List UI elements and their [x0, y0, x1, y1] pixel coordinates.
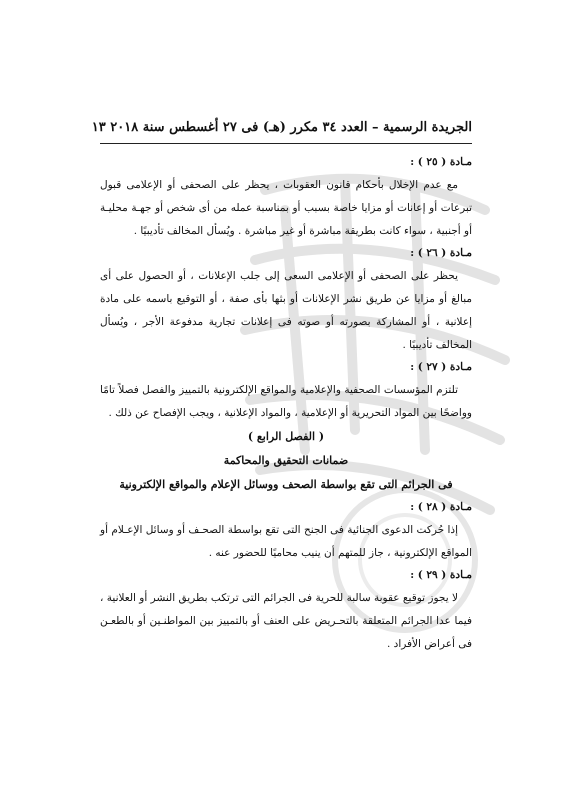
article-26-title: مـادة ( ٢٦ ) :	[410, 247, 472, 259]
chapter-subtitle: فى الجرائم التى تقع بواسطة الصحف ووسائل الإعلام والمواقع الإلكترونية	[119, 478, 453, 491]
article-28-title: مـادة ( ٢٨ ) :	[410, 501, 472, 513]
article-29-title: مـادة ( ٢٩ ) :	[410, 569, 472, 581]
chapter-title: ضمانات التحقيق والمحاكمة	[223, 454, 349, 467]
article-27-title: مـادة ( ٢٧ ) :	[410, 361, 472, 373]
article-27-text: تلتزم المؤسسات الصحفية والإعلامية والمواقع الإلكترونية بالتمييز والفصل فصلاً تامًا وواضحًا بين المواد التحريرية أو الإعلامية ، والمواد الإعلانية ، ويجب الإفصاح عن ذلك .	[100, 384, 472, 419]
article-28-text: إذا حُركت الدعوى الجنائية فى الجنح التى تقع بواسطة الصحـف أو وسائل الإعـلام أو المواقع الإلكترونية ، جاز للمتهم أن ينيب محاميًا للحضور عنه .	[100, 524, 472, 559]
chapter-heading: ( الفصل الرابع )	[247, 430, 325, 443]
article-25-text: مع عدم الإخلال بأحكام قانون العقوبات ، يحظر على الصحفى أو الإعلامى قبول تبرعات أو إعانات أو مزايا خاصة بسبب أو بمناسبة عمله من أى شخص أو جهـة محليـة أو أجنبية ، سواء كانت بطريقة مباشرة أو غير مباشرة . ويُسأل المخالف تأديبيًا .	[100, 179, 472, 237]
article-25-title: مـادة ( ٢٥ ) :	[410, 156, 472, 168]
article-26-text: يحظر على الصحفى أو الإعلامى السعى إلى جلب الإعلانات ، أو الحصول على أى مبالغ أو مزايا عن طريق نشر الإعلانات أو بثها بأى صفة ، أو التوقيع باسمه على مادة إعلانية ، أو المشاركة بصورته أو صوته فى إعلانات تجارية مدفوعة الأجر ، ويُسأل المخالف تأديبيًا .	[100, 270, 472, 351]
gazette-page	[91, 120, 472, 656]
page-header: الجريدة الرسمية – العدد ٣٤ مكرر (هـ) فى ٢٧ أغسطس سنة ٢٠١٨ ١٣	[100, 120, 472, 144]
article-29-text: لا يجوز توقيع عقوبة سالبة للحرية فى الجرائم التى ترتكب بطريق النشر أو العلانية ، فيما عدا الجرائم المتعلقة بالتحـريض على العنف أو بالتمييز بين المواطنـين أو بالطعـن فى أعراض الأفراد .	[100, 592, 472, 650]
